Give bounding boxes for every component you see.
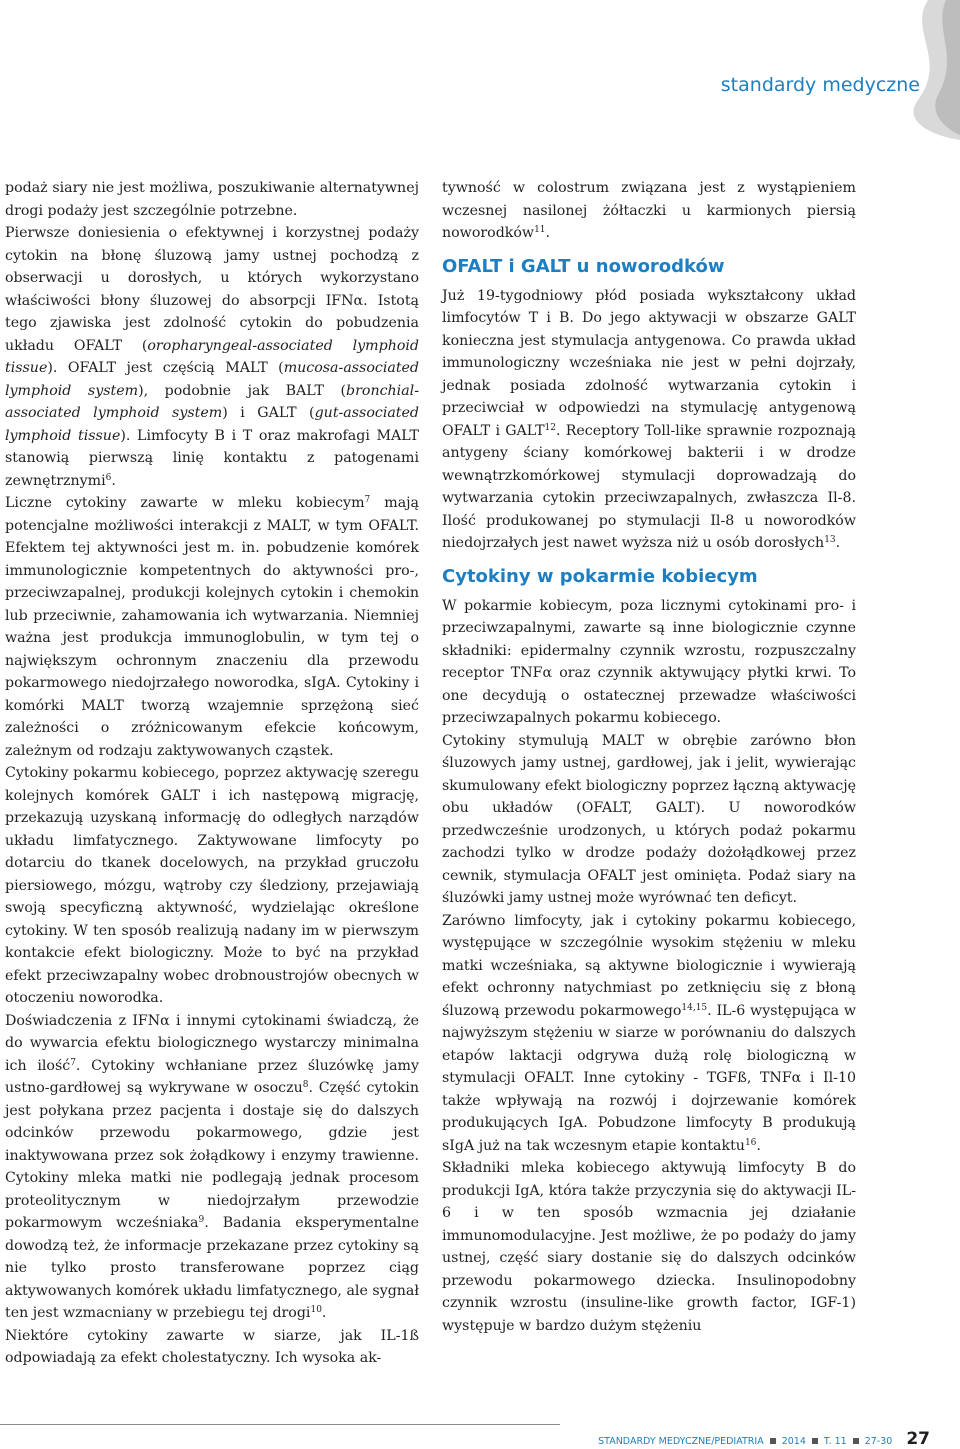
left-column <box>5 177 419 1370</box>
reference-mark: 14,15 <box>681 1002 708 1013</box>
page-header <box>0 0 960 110</box>
paragraph: Liczne cytokiny zawarte w mleku kobiecym$^7$ mają potencjalne możliwości interakcji z MALT, w tym OFALT. Efektem tej aktywności jest m. in. pobudzenie komórek immunologicznie kompetentnych do aktywności pro-, przeciwzapalnej, produkcji kolejnych cytokin i chemokin lub przeciwnie, zahamowania ich wytwarzania. Niemniej ważna jest produkcja immunoglobulin, w tym tej o największym ochronnym znaczeniu dla przewodu pokarmowego niedojrzałego noworodka, sIgA. Cytokiny i komórki MALT tworzą wzajemnie sprzężoną sieć zależności o zróżnicowanym efekcie końcowym, zależnym od rodzaju zaktywowanych cząstek. <box>5 495 420 759</box>
paragraph: Doświadczenia z IFNα i innymi cytokinami świadczą, że do wywarcia efektu biologicznego wystarczy minimalna ich ilość$^7$. Cytokiny wchłaniane przez śluzówkę jamy ustno-gardłowej są wykrywane w osoczu$^8$. Część cytokin jest połykana przez pacjenta i dostaje się do dalszych odcinków przewodu pokarmowego, gdzie jest inaktywowana przez sok żołądkowy i enzymy trawienne. Cytokiny mleka matki nie podlegają jednak procesom proteolitycznym w niedojrzałym przewodzie pokarmowym wcześniaka$^9$. Badania eksperymentalne dowodzą też, że informacje przekazane przez cytokiny są nie tylko prosto transferowane poprzez ciąg aktywowanych komórek układu limfatycznego, ale sygnał ten jest wzmacniany w przebiegu tej drogi$^{10}$. <box>5 1012 419 1321</box>
page-range: 27-30 <box>864 1436 893 1447</box>
reference-mark: 11 <box>534 225 546 235</box>
reference-mark: 8 <box>302 1080 309 1090</box>
reference-mark: 9 <box>198 1215 205 1225</box>
issue-year: 2014 <box>781 1436 806 1447</box>
reference-mark: 16 <box>744 1137 757 1148</box>
edge-tab-graphic <box>888 0 960 140</box>
square-bullet-icon <box>770 1438 776 1444</box>
paragraph: Cytokiny pokarmu kobiecego, poprzez aktywację szeregu kolejnych komórek GALT i ich następową migrację, przekazują uzyskaną informację do odległych narządów układu limfatycznego. Zaktywowane limfocyty po dotarciu do tkanek docelowych, na przykład gruczołu piersiowego, mózgu, wątroby czy śledziony, przejawiają swoją specyficzną aktywność, wydzielając określone cytokiny. W ten sposób realizują nadany im w pierwszym kontakcie efekt biologiczny. Może to być na przykład efekt przeciwzapalny wobec drobnoustrojów obecnych w otoczeniu noworodka. <box>5 765 419 1006</box>
journal-name: STANDARDY MEDYCZNE/PEDIATRIA <box>598 1436 764 1447</box>
reference-mark: 7 <box>364 495 371 505</box>
reference-mark: 10 <box>310 1305 322 1315</box>
paragraph: Już 19-tygodniowy płód posiada wykształcony układ limfocytów T i B. Do jego aktywacji w obszarze GALT konieczna jest stymulacja antygenowa. Co prawda układ immunologiczny wcześniaka nie jest w pełni dojrzały, jednak posiada zdolność wytwarzania cytokin i przeciwciał w odpowiedzi na stymulację antygenową OFALT i GALT$^{12}$. Receptory Toll-like sprawnie rozpoznają antygeny ściany komórkowej bakterii i w drodze wewnątrzkomórkowej stymulacji doprowadzają do wytwarzania cytokin przeciwzapalnych, zwłaszcza Il-8. Ilość produkowanej po stymulacji Il-8 u noworodków niedojrzałych jest nawet wyższa niż u osób dorosłych$^{13}$. <box>442 287 856 551</box>
page-footer <box>598 1429 930 1449</box>
running-title: standardy medyczne <box>720 74 920 96</box>
square-bullet-icon <box>812 1438 818 1444</box>
paragraph: podaż siary nie jest możliwa, poszukiwanie alternatywnej drogi podaży jest szczególnie potrzebne. <box>5 180 419 219</box>
paragraph: Cytokiny stymulują MALT w obrębie zarówno błon śluzowych jamy ustnej, gardłowej, jak i jelit, wywierając skumulowany efekt biologiczny poprzez łączną aktywację obu układów (OFALT, GALT). U noworodków przedwcześnie urodzonych, u których podaż pokarmu zachodzi tylko w drodze podaży dożołądkowej przez cewnik, stymulacja OFALT jest ominięta. Podaż siary na śluzówki jamy ustnej może wyrównać ten deficyt. <box>442 732 856 906</box>
square-bullet-icon <box>853 1438 859 1444</box>
paragraph: Niektóre cytokiny zawarte w siarze, jak IL-1ß odpowiadają za efekt cholestatyczny. Ich wysoka ak- <box>5 1327 419 1366</box>
paragraph: tywność w colostrum związana jest z wystąpieniem wczesnej nasilonej żółtaczki u karmionych piersią noworodków$^{11}$. <box>442 180 856 241</box>
right-column <box>442 177 856 1337</box>
section-heading: Cytokiny w pokarmie kobiecym <box>442 565 758 587</box>
paragraph: Składniki mleka kobiecego aktywują limfocyty B do produkcji IgA, która także przyczynia się do aktywacji IL-6 i w ten sposób wzmacnia jej działanie immunomodulacyjne. Jest możliwe, że po podaży do jamy ustnej, część siary dostanie się do dalszych odcinków przewodu pokarmowego dziecka. Insulinopodobny czynnik wzrostu (insuline-like growth factor, IGF-1) występuje w bardzo dużym stężeniu <box>442 1160 856 1334</box>
paragraph: Pierwsze doniesienia o efektywnej i korzystnej podaży cytokin na błonę śluzową jamy ustnej pochodzą z obserwacji u dorosłych, u których wykorzystano właściwości błony śluzowej do absorpcji IFNα. Istotą tego zjawiska jest zdolność cytokin do pobudzenia układu OFALT (oropharyngeal-associated lymphoid tissue). OFALT jest częścią MALT (mucosa-associated lymphoid system), podobnie jak BALT (bronchial-associated lymphoid system) i GALT (gut-associated lymphoid tissue). Limfocyty B i T oraz makrofagi MALT stanowią pierwszą linię kontaktu z patogenami zewnętrznymi$^6$. <box>5 225 420 489</box>
reference-mark: 7 <box>70 1057 76 1068</box>
paragraph: Zarówno limfocyty, jak i cytokiny pokarmu kobiecego, występujące w szczególnie wysokim stężeniu w mleku matki wcześniaka, są aktywne biologicznie i wywierają efekt ochronny natychmiast po zetknięciu się z błoną śluzową przewodu pokarmowego$^{14,15}$. IL-6 występująca w najwyższym stężeniu w siarze w porównaniu do dalszych etapów laktacji odgrywa dużą rolę biologiczną w stymulacji OFALT. Inne cytokiny - TGFß, TNFα i Il-10 także wpływają na rozwój i dojrzewanie komórek produkujących IgA. Pobudzone limfocyty B produkują sIgA już na tak wczesnym etapie kontaktu$^{16}$. <box>442 912 856 1154</box>
footer-rule <box>0 1424 560 1425</box>
page-number: 27 <box>906 1429 930 1449</box>
section-heading: OFALT i GALT u noworodków <box>442 255 725 277</box>
reference-mark: 6 <box>105 472 112 483</box>
reference-mark: 13 <box>824 535 836 545</box>
reference-mark: 12 <box>544 422 556 433</box>
paragraph: W pokarmie kobiecym, poza licznymi cytokinami pro- i przeciwzapalnymi, zawarte są inne biologicznie czynne składniki: epidermalny czynnik wzrostu, rozpuszczalny receptor TNFα oraz czynnik aktywujący płytki krwi. To one decydują o ostatecznej przewadze właściwości przeciwzapalnych pokarmu kobiecego. <box>442 597 856 726</box>
volume: T. 11 <box>823 1436 847 1447</box>
